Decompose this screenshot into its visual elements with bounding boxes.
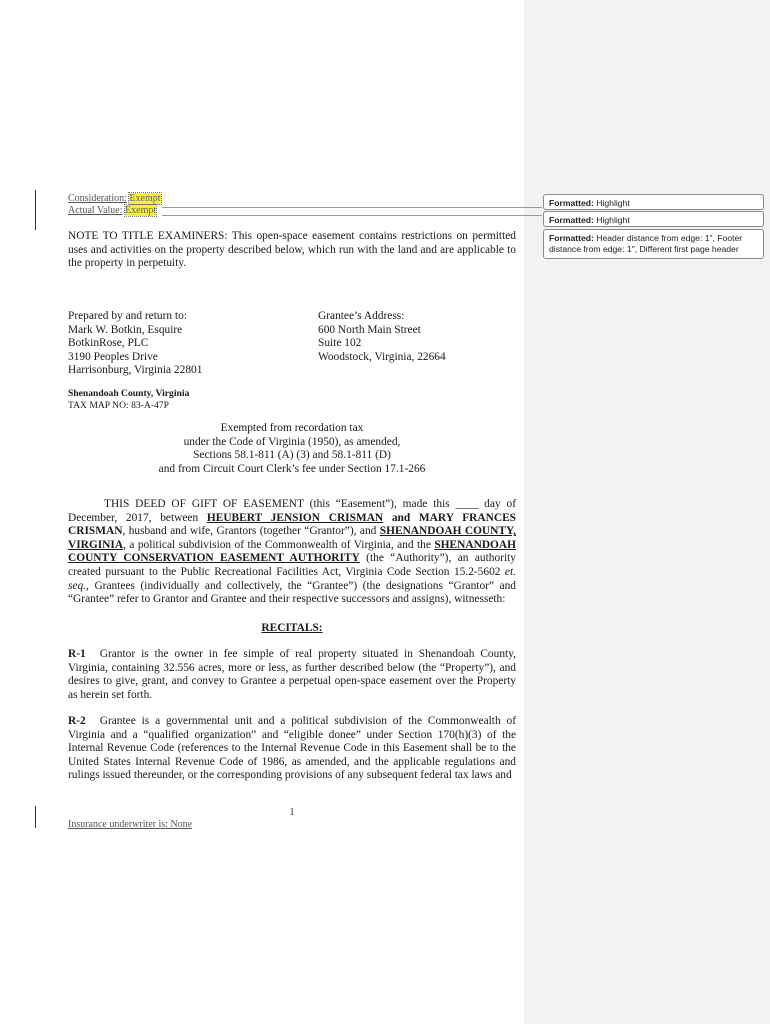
comment-connector-1 <box>162 207 542 208</box>
recital-text: Grantor is the owner in fee simple of real property situated in Shenandoah County, Virginia, containing 32.556 acres, more or less, as further described below (the “Property”), and desires to give, grant, and convey to Grantee a perpetual open-space easement over the Property as herein set forth. <box>68 648 516 701</box>
footer-insurance: Insurance underwriter is: None <box>68 819 193 830</box>
grantee-address-line: Woodstock, Virginia, 22664 <box>318 350 446 363</box>
grantee-address-line: 600 North Main Street <box>318 323 421 336</box>
recital-label: R-2 <box>68 715 86 727</box>
consideration-value[interactable]: Exempt <box>129 193 161 204</box>
comment-balloon[interactable] <box>543 229 764 259</box>
consideration-line <box>68 193 516 205</box>
deed-text-italic: et. seq. <box>68 565 516 592</box>
header-fields <box>68 193 516 216</box>
exemption-line: under the Code of Virginia (1950), as amended, <box>183 435 401 448</box>
title-examiner-notice: NOTE TO TITLE EXAMINERS: This open-space easement contains restrictions on permitted uses and activities on the property described below, which run with the land and are applicable to the property in perpetuity. <box>68 230 516 270</box>
tax-map-number: TAX MAP NO: 83-A-47P <box>68 399 169 411</box>
deed-text: THIS DEED OF GIFT OF EASEMENT (this “Easement”), made this ____ day of December, 2017, between <box>68 498 516 524</box>
comment-label: Formatted: <box>549 198 594 208</box>
grantee-address-block <box>266 310 516 378</box>
exemption-line: Exempted from recordation tax <box>220 422 364 434</box>
deed-text: (the “Authority”), an authority created pursuant to the Public Recreational Facilities Act, Virginia Code Section 15.2-5602 <box>68 552 516 578</box>
exemption-line: Sections 58.1-811 (A) (3) and 58.1-811 (D) <box>193 449 391 462</box>
prepared-by-line: 3190 Peoples Drive <box>68 350 158 363</box>
actual-value-label: Actual Value: <box>68 204 123 216</box>
comment-balloon[interactable] <box>543 211 764 227</box>
recital-label: R-1 <box>68 648 86 660</box>
comment-label: Formatted: <box>549 215 594 225</box>
consideration-label: Consideration: <box>68 193 127 204</box>
comment-text: Highlight <box>596 198 630 208</box>
deed-paragraph <box>68 498 516 607</box>
comment-text: Header distance from edge: 1", Footer distance from edge: 1", Different first page header <box>549 233 743 254</box>
recital-text: Grantee is a governmental unit and a political subdivision of the Commonwealth of Virginia and a “qualified organization” and “eligible donee” under Section 170(h)(3) of the Internal Revenue Code (references to the Internal Revenue Code in this Easement shall be to the United States Internal Revenue Code of 1986, as amended, and the applicable regulations and rulings issued thereunder, or the corresponding provisions of any subsequent federal tax laws and <box>68 715 516 782</box>
comment-margin-pane <box>524 0 770 1024</box>
grantor-name-1: HEUBERT JENSION CRISMAN <box>206 511 384 524</box>
prepared-by-line: Harrisonburg, Virginia 22801 <box>68 364 203 377</box>
recitals-heading: RECITALS: <box>261 622 323 634</box>
prepared-by-line: BotkinRose, PLC <box>68 337 149 350</box>
page-number: 1 <box>289 807 295 818</box>
address-block <box>68 310 516 378</box>
recital-r2 <box>68 715 516 783</box>
grantee-address-line: Suite 102 <box>318 337 362 350</box>
grantee-county-name: SHENANDOAH COUNTY, VIRGINIA <box>68 525 517 551</box>
deed-text: , Grantees (individually and collectively, the “Grantee”) (the designations “Grantor” and “Grantee” refer to Grantor and Grantee and their respective successors and assigns), witnesseth: <box>68 579 516 606</box>
comment-text: Highlight <box>596 215 630 225</box>
exemption-line: and from Circuit Court Clerk’s fee under Section 17.1-266 <box>158 462 426 475</box>
grantor-name-2: MARY FRANCES CRISMAN <box>68 511 517 538</box>
parcel-info <box>68 388 516 411</box>
county-name: Shenandoah County, Virginia <box>68 388 190 399</box>
prepared-by-label: Prepared by and return to: <box>68 310 187 322</box>
comment-label: Formatted: <box>549 233 594 243</box>
deed-text: , a political subdivision of the Commonwealth of Virginia, and the <box>123 538 435 551</box>
comment-connector-2 <box>162 215 542 216</box>
prepared-by-block <box>68 310 266 378</box>
deed-text: , husband and wife, Grantors (together “Grantor”), and <box>122 525 380 538</box>
change-bar-top <box>35 190 36 230</box>
recital-r1 <box>68 648 516 702</box>
deed-text: and <box>383 511 419 524</box>
change-bar-bottom <box>35 806 36 828</box>
prepared-by-line: Mark W. Botkin, Esquire <box>68 323 183 336</box>
grantee-authority-name: SHENANDOAH COUNTY CONSERVATION EASEMENT AUTHORITY <box>68 538 516 565</box>
actual-value-value[interactable]: Exempt <box>125 204 157 216</box>
grantee-address-label: Grantee’s Address: <box>318 310 405 322</box>
comment-balloon[interactable] <box>543 194 764 210</box>
exemption-block <box>68 422 516 476</box>
